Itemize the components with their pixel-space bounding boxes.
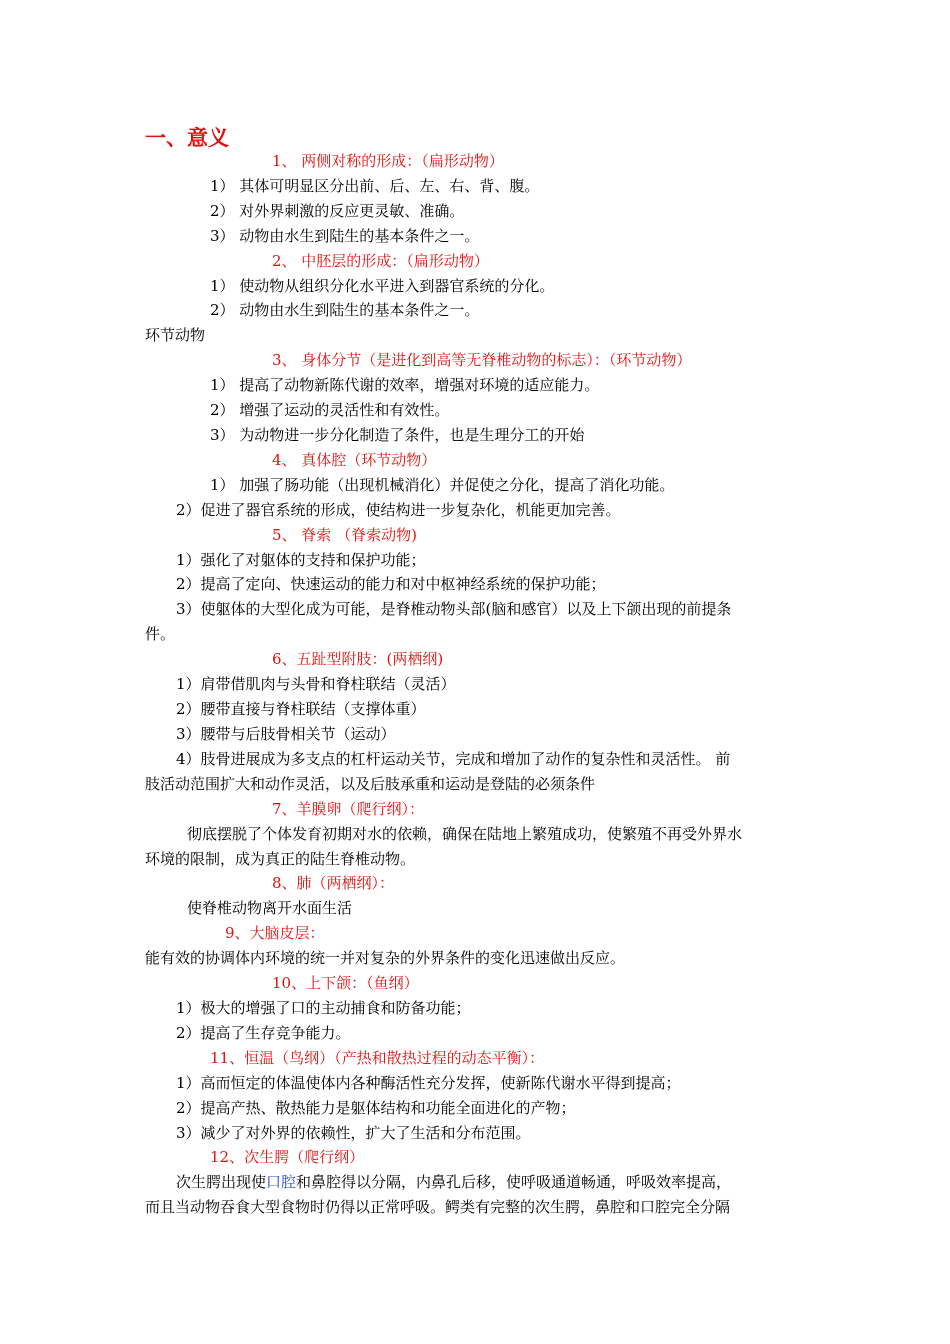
text-line: 环节动物: [145, 326, 206, 344]
text-line: 3）腰带与后肢骨相关节（运动）: [176, 725, 396, 743]
subheading-9: 9、大脑皮层：: [225, 924, 325, 942]
oral-cavity-link[interactable]: 口腔: [266, 1173, 297, 1191]
text-line: 2） 对外界刺激的反应更灵敏、准确。: [210, 202, 465, 220]
text-line: 1） 其体可明显区分出前、后、左、右、背、腹。: [210, 177, 540, 195]
text-line: 1） 加强了肠功能（出现机械消化）并促使之分化，提高了消化功能。: [210, 476, 675, 494]
text-span: 和鼻腔得以分隔，内鼻孔后移，使呼吸通道畅通，呼吸效率提高，: [296, 1173, 732, 1191]
subheading-12: 12、次生腭（爬行纲）: [210, 1148, 365, 1166]
text-line: 3）减少了对外界的依赖性，扩大了生活和分布范围。: [176, 1124, 531, 1142]
text-line: 2）提高了生存竞争能力。: [176, 1024, 351, 1042]
paragraph-line: 而且当动物吞食大型食物时仍得以正常呼吸。鳄类有完整的次生腭，鼻腔和口腔完全分隔: [145, 1198, 731, 1216]
text-line: 2） 增强了运动的灵活性和有效性。: [210, 401, 450, 419]
text-line: 3） 为动物进一步分化制造了条件，也是生理分工的开始: [210, 426, 585, 444]
subheading-1: 1、 两侧对称的形成：（扁形动物）: [272, 152, 504, 170]
text-line: 1）强化了对躯体的支持和保护功能；: [176, 551, 426, 569]
subheading-10: 10、上下颌：（鱼纲）: [272, 974, 419, 992]
text-line: 彻底摆脱了个体发育初期对水的依赖，确保在陆地上繁殖成功，使繁殖不再受外界水: [187, 825, 743, 843]
text-line: 4）肢骨进展成为多支点的杠杆运动关节，完成和增加了动作的复杂性和灵活性。 前: [176, 750, 731, 768]
text-line: 件。: [145, 625, 176, 643]
text-span: 次生腭出现使: [176, 1173, 267, 1191]
text-line: 1）肩带借肌肉与头骨和脊柱联结（灵活）: [176, 675, 456, 693]
text-line: 3）使躯体的大型化成为可能，是脊椎动物头部(脑和感官）以及上下颌出现的前提条: [176, 600, 732, 618]
text-line: 2）提高产热、散热能力是躯体结构和功能全面进化的产物；: [176, 1099, 576, 1117]
text-line: 1）高而恒定的体温使体内各种酶活性充分发挥，使新陈代谢水平得到提高；: [176, 1074, 681, 1092]
subheading-2: 2、 中胚层的形成：（扁形动物）: [272, 252, 489, 270]
text-line: 3） 动物由水生到陆生的基本条件之一。: [210, 227, 480, 245]
subheading-8: 8、肺（两栖纲）：: [272, 874, 395, 892]
subheading-3: 3、 身体分节（是进化到高等无脊椎动物的标志）：（环节动物）: [272, 351, 692, 369]
text-line: 1） 提高了动物新陈代谢的效率，增强对环境的适应能力。: [210, 376, 600, 394]
text-line: 1） 使动物从组织分化水平进入到器官系统的分化。: [210, 277, 555, 295]
text-line: 肢活动范围扩大和动作灵活，以及后肢承重和运动是登陆的必须条件: [145, 775, 596, 793]
text-line: 环境的限制，成为真正的陆生脊椎动物。: [145, 850, 416, 868]
subheading-4: 4、 真体腔（环节动物）: [272, 451, 437, 469]
text-line: 2）促进了器官系统的形成，使结构进一步复杂化，机能更加完善。: [176, 501, 621, 519]
text-line: 2）提高了定向、快速运动的能力和对中枢神经系统的保护功能；: [176, 575, 606, 593]
text-line: 使脊椎动物离开水面生活: [187, 899, 353, 917]
text-line: 能有效的协调体内环境的统一并对复杂的外界条件的变化迅速做出反应。: [145, 949, 626, 967]
subheading-7: 7、羊膜卵（爬行纲）：: [272, 800, 425, 818]
section-heading: 一、意义: [145, 125, 229, 150]
subheading-11: 11、恒温（鸟纲）（产热和散热过程的动态平衡）：: [210, 1049, 545, 1067]
text-line: 2） 动物由水生到陆生的基本条件之一。: [210, 301, 480, 319]
text-line: 2）腰带直接与脊柱联结（支撑体重）: [176, 700, 426, 718]
subheading-5: 5、 脊索 （脊索动物): [272, 526, 417, 544]
text-line: 1）极大的增强了口的主动捕食和防备功能；: [176, 999, 471, 1017]
subheading-6: 6、五趾型附肢：(两栖纲): [272, 650, 444, 668]
paragraph-line: [176, 1172, 731, 1192]
